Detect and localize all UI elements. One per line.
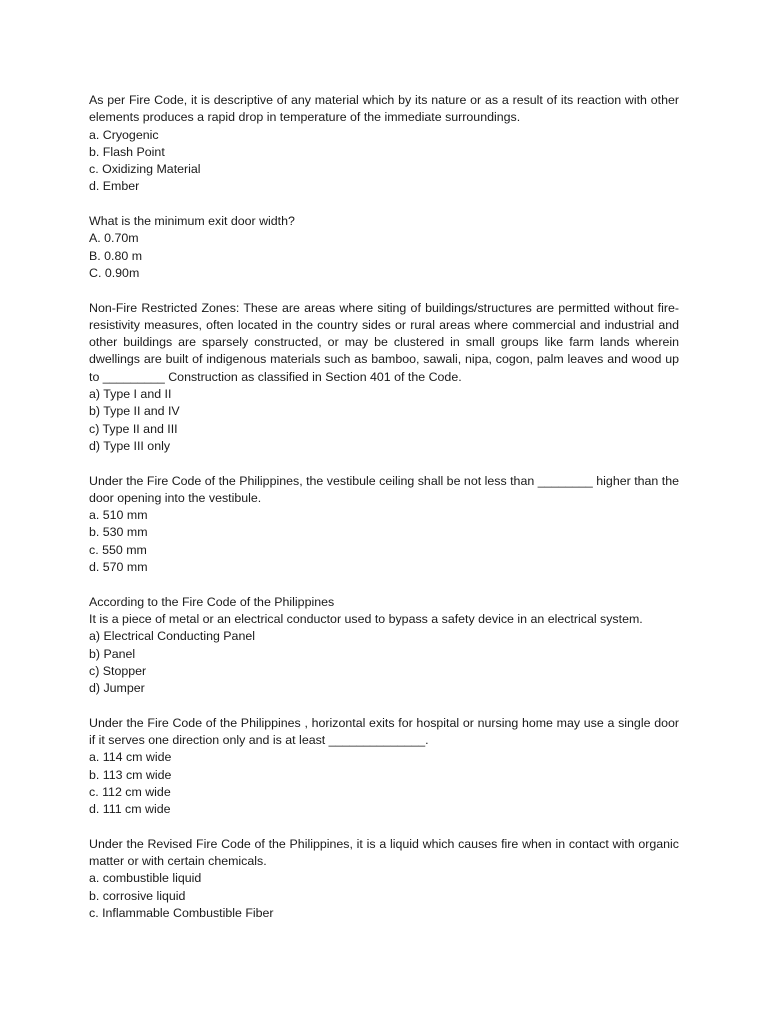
question-stem xyxy=(89,473,679,508)
answer-option: b. Flash Point xyxy=(89,144,165,159)
answer-option: c) Type II and III xyxy=(89,421,178,436)
answer-option: a. combustible liquid xyxy=(89,871,202,886)
answer-option: a) Type I and II xyxy=(89,387,172,402)
answer-option: a) Electrical Conducting Panel xyxy=(89,629,255,644)
question-stem xyxy=(89,836,679,871)
stem-line: Non-Fire Restricted Zones: These are areas where siting of buildings/structures are permitted without fire- xyxy=(89,300,679,315)
stem-line: According to the Fire Code of the Philippines xyxy=(89,594,335,609)
answer-option: d. 111 cm wide xyxy=(89,802,171,817)
stem-line: dwellings are built of indigenous materials such as bamboo, sawali, nipa, cogon, palm leaves and wood up xyxy=(89,352,679,367)
stem-line: matter or with certain chemicals. xyxy=(89,854,267,869)
answer-option: a. 114 cm wide xyxy=(89,750,172,765)
answer-option: B. 0.80 m xyxy=(89,248,143,263)
answer-option: b) Type II and IV xyxy=(89,404,180,419)
answer-option: a. 510 mm xyxy=(89,508,148,523)
answer-option: d. Ember xyxy=(89,179,140,194)
question-stem xyxy=(89,715,679,750)
question-5 xyxy=(89,594,679,698)
stem-line: Under the Fire Code of the Philippines, the vestibule ceiling shall be not less than ________ higher than the xyxy=(89,473,679,488)
answer-option: b. 113 cm wide xyxy=(89,767,172,782)
stem-line: What is the minimum exit door width? xyxy=(89,214,295,229)
answer-option: c. Inflammable Combustible Fiber xyxy=(89,905,274,920)
stem-line: if it serves one direction only and is at least ______________. xyxy=(89,732,429,747)
answer-option: A. 0.70m xyxy=(89,231,139,246)
stem-line: to _________ Construction as classified in Section 401 of the Code. xyxy=(89,369,462,384)
question-7 xyxy=(89,836,679,922)
stem-line: Under the Fire Code of the Philippines , horizontal exits for hospital or nursing home may use a single door xyxy=(89,715,679,730)
stem-line: resistivity measures, often located in the country sides or rural areas where commercial and industrial and xyxy=(89,317,679,332)
answer-option: d) Type III only xyxy=(89,438,171,453)
answer-option: c) Stopper xyxy=(89,663,147,678)
stem-line: It is a piece of metal or an electrical conductor used to bypass a safety device in an electrical system. xyxy=(89,611,643,626)
answer-option: d. 570 mm xyxy=(89,560,148,575)
answer-option: b. 530 mm xyxy=(89,525,148,540)
question-1 xyxy=(89,92,679,196)
question-4 xyxy=(89,473,679,577)
answer-option: c. 112 cm wide xyxy=(89,784,171,799)
document-body xyxy=(89,92,679,940)
answer-option: b. corrosive liquid xyxy=(89,888,186,903)
stem-line: door opening into the vestibule. xyxy=(89,490,262,505)
question-stem xyxy=(89,92,679,127)
question-2 xyxy=(89,213,679,282)
question-6 xyxy=(89,715,679,819)
question-3 xyxy=(89,300,679,456)
question-stem xyxy=(89,594,679,629)
answer-option: c. Oxidizing Material xyxy=(89,162,201,177)
question-stem xyxy=(89,300,679,386)
answer-option: C. 0.90m xyxy=(89,265,140,280)
answer-option: c. 550 mm xyxy=(89,542,147,557)
stem-line: As per Fire Code, it is descriptive of any material which by its nature or as a result of its reaction with other xyxy=(89,93,679,107)
stem-line: other buildings are sparsely constructed, or may be clustered in small groups like farm lands wherein xyxy=(89,335,679,350)
answer-option: d) Jumper xyxy=(89,681,145,696)
stem-line: elements produces a rapid drop in temperature of the immediate surroundings. xyxy=(89,110,521,125)
question-stem xyxy=(89,213,679,230)
answer-option: b) Panel xyxy=(89,646,136,661)
answer-option: a. Cryogenic xyxy=(89,127,159,142)
stem-line: Under the Revised Fire Code of the Philippines, it is a liquid which causes fire when in contact with organic xyxy=(89,836,679,851)
